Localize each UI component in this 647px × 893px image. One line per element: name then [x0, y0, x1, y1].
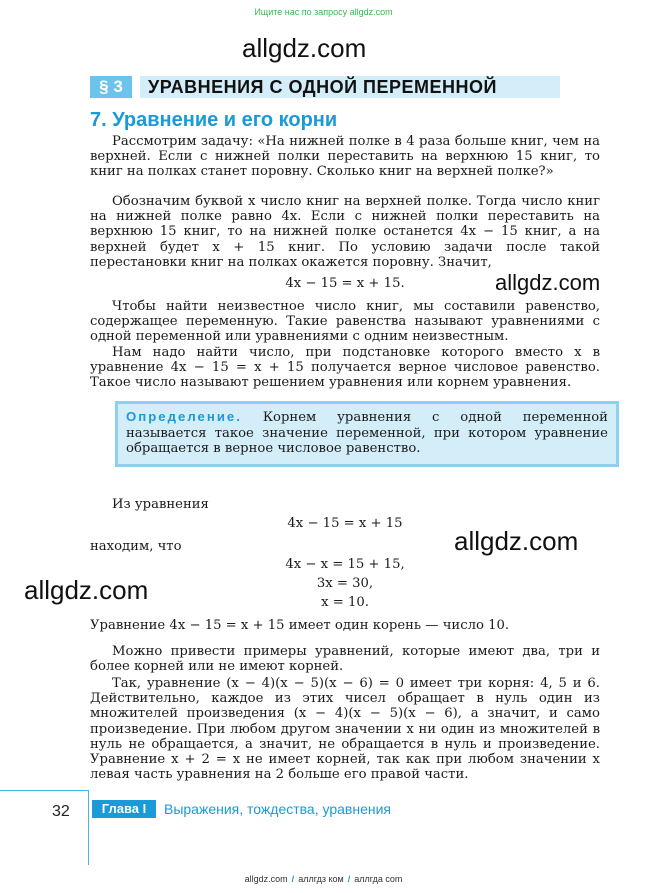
watermark: allgdz.com [242, 33, 367, 63]
paragraph-find [90, 539, 600, 554]
definition-body: Корнем уравнения с одной переменной называется такое значение переменной, при котором уравнение обращается в верное числовое равенство. [126, 410, 608, 456]
footer-separator: / [347, 874, 351, 884]
paragraph-one-root-text: Уравнение 4x − 15 = x + 15 имеет один корень — число 10. [90, 618, 510, 633]
footer-divider [0, 790, 88, 791]
equation-main: 4x − 15 = x + 15. [285, 276, 405, 291]
section-title: УРАВНЕНИЯ С ОДНОЙ ПЕРЕМЕННОЙ [140, 76, 560, 98]
footer-link[interactable]: аллгдз ком [298, 874, 344, 884]
paragraph-three-roots [90, 676, 600, 782]
equation-step-2: 3x = 30, [316, 576, 374, 591]
search-hint-link[interactable]: Ищите нас по запросу allgdz.com [254, 7, 393, 17]
footer-side-rule [88, 790, 89, 865]
definition-label: Определение. [126, 409, 242, 424]
footer-links [0, 874, 647, 884]
equation-step-1: 4x − x = 15 + 15, [285, 557, 405, 572]
paragraph-root [90, 345, 600, 391]
paragraph-examples [90, 644, 600, 674]
watermark: allgdz.com [454, 526, 579, 556]
watermark: allgdz.com [24, 575, 149, 605]
footer-link[interactable]: allgdz.com [244, 874, 288, 884]
section-badge: § 3 [90, 76, 132, 98]
paragraph-equation-def-text: Чтобы найти неизвестное число книг, мы составили равенство, содержащее переменную. Такие равенства называют уравнениями с одной переменной или уравнениями с одним неизвестным. [90, 299, 600, 345]
page-number: 32 [52, 803, 70, 820]
chapter-title: Выражения, тождества, уравнения [164, 801, 392, 817]
chapter-badge: Глава I [92, 800, 156, 818]
watermark: allgdz.com [495, 270, 601, 295]
paragraph-equation-def [90, 299, 600, 345]
paragraph-problem [90, 134, 600, 180]
paragraph-notation [90, 194, 600, 270]
equation-step-3: x = 10. [321, 595, 369, 610]
paragraph-problem-text: Рассмотрим задачу: «На нижней полке в 4 раза больше книг, чем на верхней. Если с нижней полки переставить на верхнюю 15 книг, то книг на полках станет поровну. Сколько книг на верхней полке?» [90, 134, 600, 180]
paragraph-from-equation-text: Из уравнения [112, 497, 209, 512]
paragraph-one-root [90, 618, 600, 633]
paragraph-notation-text: Обозначим буквой x число книг на верхней полке. Тогда число книг на нижней полке равно 4x. Если с нижней полки переставить на верхнюю 15 книг, то на нижней полке останется 4x − 15 книг, а на верхней будет x + 15 книг. По условию задачи после такой перестановки книг на полках окажется поровну. Значит, [90, 194, 600, 270]
equation-second: 4x − 15 = x + 15 [287, 516, 403, 531]
paragraph-root-text: Нам надо найти число, при подстановке которого вместо x в уравнение 4x − 15 = x + 15 получается верное числовое равенство. Такое число называют решением уравнения или корнем уравнения. [90, 345, 600, 391]
footer-separator: / [291, 874, 295, 884]
paragraph-from-equation [90, 497, 600, 512]
paragraph-find-text: находим, что [90, 539, 182, 554]
footer-link[interactable]: аллгда com [354, 874, 403, 884]
definition-text [126, 409, 608, 457]
paragraph-three-roots-text: Так, уравнение (x − 4)(x − 5)(x − 6) = 0 имеет три корня: 4, 5 и 6. Действительно, каждое из этих чисел обращает в нуль один из множителей произведения (x − 4)(x − 5)(x − 6), а значит, и само произведение. При любом другом значении x ни один из множителей в нуль не обращается, а значит, не обращается в нуль и произведение. Уравнение x + 2 = x не имеет корней, так как при любом значении x левая часть уравнения на 2 больше его правой части. [90, 676, 600, 783]
topic-title: 7. Уравнение и его корни [90, 109, 338, 131]
paragraph-examples-text: Можно привести примеры уравнений, которые имеют два, три и более корней или не имеют корней. [90, 644, 600, 675]
